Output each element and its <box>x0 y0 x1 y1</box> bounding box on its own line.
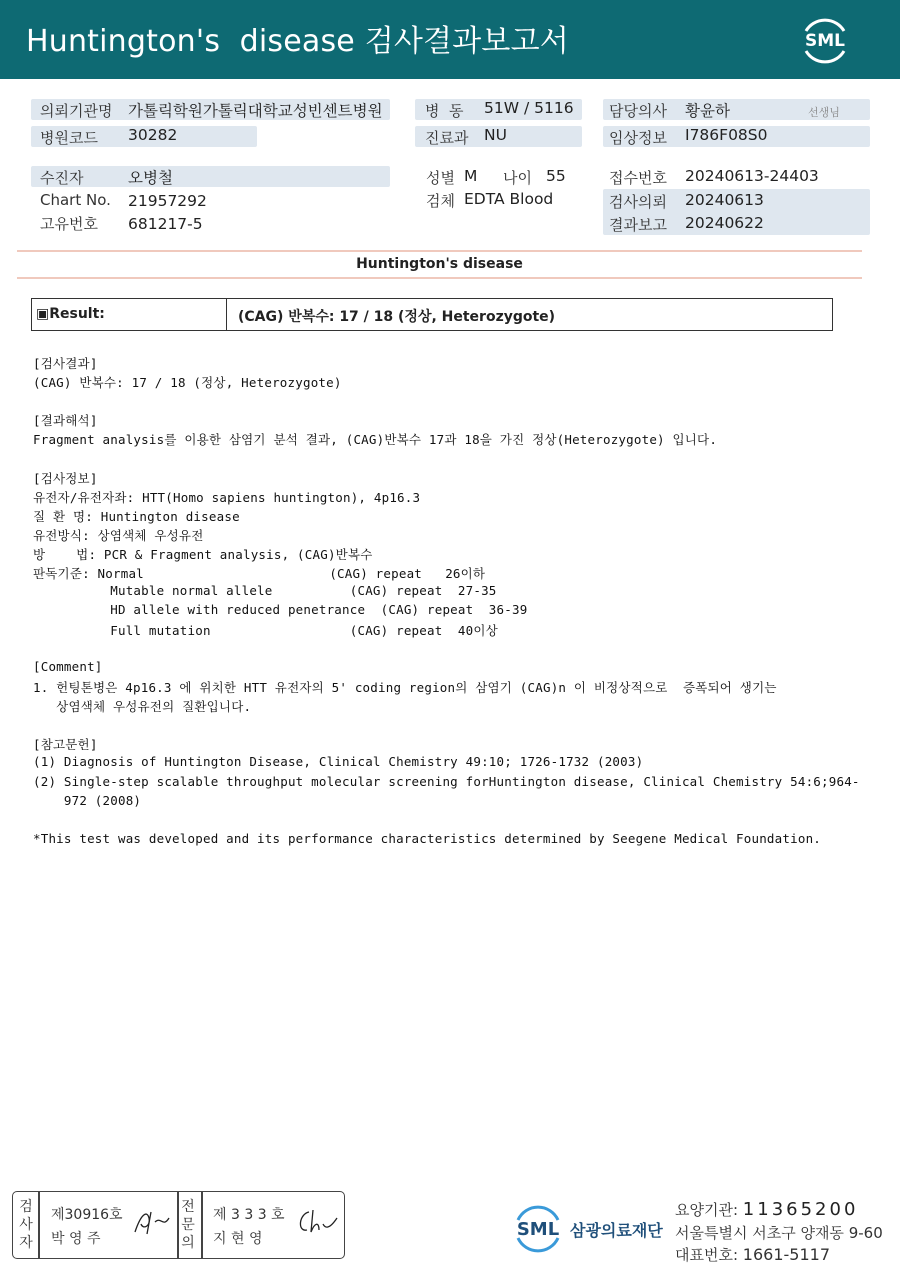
body-line: 유전자/유전자좌: HTT(Homo sapiens huntington), 4p16.3 <box>33 490 421 505</box>
examiner-role: 검 사 자 <box>19 1199 33 1251</box>
body-line: Full mutation (CAG) repeat 40이상 <box>33 623 498 638</box>
body-line: [참고문헌] <box>33 737 98 752</box>
specimen-value: EDTA Blood <box>464 190 554 208</box>
body-line: 판독기준: Normal (CAG) repeat 26이하 <box>33 566 486 581</box>
sml-logo-icon <box>798 13 852 67</box>
section-title: Huntington's disease <box>356 256 523 272</box>
result-table <box>31 298 833 331</box>
clinical-label: 임상정보 <box>609 129 667 147</box>
phone-number: 1661-5117 <box>742 1245 831 1264</box>
signature-separator <box>201 1192 203 1258</box>
patient-box <box>31 166 390 187</box>
examiner-signature-icon <box>133 1206 173 1236</box>
patient-value: 오병철 <box>128 169 173 187</box>
body-line: *This test was developed and its performance characteristics determined by Seegene Medical Foundation. <box>33 831 822 846</box>
signature-separator <box>38 1192 40 1258</box>
institution-label: 의뢰기관명 <box>40 102 113 120</box>
specialist-signature-icon <box>295 1206 339 1236</box>
body-line: 질 환 명: Huntington disease <box>33 509 240 524</box>
section-divider-bottom <box>17 277 862 279</box>
body-line: HD allele with reduced penetrance (CAG) repeat 36-39 <box>33 602 528 617</box>
body-line: (CAG) 반복수: 17 / 18 (정상, Heterozygote) <box>33 375 342 390</box>
specialist-name: 지 현 영 <box>213 1231 263 1247</box>
result-value: (CAG) 반복수: 17 / 18 (정상, Heterozygote) <box>238 309 556 325</box>
body-line: Fragment analysis를 이용한 삼염기 분석 결과, (CAG)반복수 17과 18을 가진 정상(Heterozygote) 입니다. <box>33 432 718 447</box>
org-name: 삼광의료재단 <box>570 1221 663 1240</box>
body-line: [Comment] <box>33 659 103 674</box>
age-value: 55 <box>546 167 566 185</box>
sex-value: M <box>464 167 478 185</box>
result-label: ▣Result: <box>36 306 105 322</box>
age-label: 나이 <box>503 169 532 187</box>
dept-label: 진료과 <box>425 129 469 147</box>
doctor-label: 담당의사 <box>609 102 667 120</box>
dept-value: NU <box>484 126 507 144</box>
report-value: 20240622 <box>685 214 764 232</box>
org-address: 서울특별시 서초구 양재동 9-60 <box>675 1224 883 1242</box>
signature-separator <box>177 1192 179 1258</box>
request-value: 20240613 <box>685 191 764 209</box>
specialist-role: 전 문 의 <box>181 1199 195 1251</box>
reception-value: 20240613-24403 <box>685 167 819 185</box>
sml-logo-text: SML <box>805 31 845 51</box>
sml-footer-logo-icon <box>510 1200 566 1256</box>
clinical-value: I786F08S0 <box>685 126 768 144</box>
phone-line <box>675 1244 830 1265</box>
hospital-code-value: 30282 <box>128 126 178 144</box>
institution-code-label: 요양기관: <box>675 1201 743 1219</box>
body-line: [검사결과] <box>33 356 98 371</box>
examiner-name: 박 영 주 <box>51 1231 101 1247</box>
doctor-value: 황윤하 <box>685 102 730 120</box>
patient-label: 수진자 <box>40 169 84 187</box>
section-divider-top <box>17 250 862 252</box>
body-line: 1. 헌팅톤병은 4p16.3 에 위치한 HTT 유전자의 5' coding region의 삼염기 (CAG)n 이 비정상적으로 증폭되어 생기는 <box>33 680 777 695</box>
body-line: (2) Single-step scalable throughput molecular screening forHuntington disease, Clinical Chemistry 54:6;964- <box>33 774 860 789</box>
report-label: 결과보고 <box>609 216 667 234</box>
ward-label: 병 동 <box>425 102 464 120</box>
reception-label: 접수번호 <box>609 169 667 187</box>
chart-value: 21957292 <box>128 192 207 210</box>
institution-code: 11365200 <box>742 1199 859 1220</box>
body-line: (1) Diagnosis of Huntington Disease, Clinical Chemistry 49:10; 1726-1732 (2003) <box>33 754 644 769</box>
unique-value: 681217-5 <box>128 215 203 233</box>
body-line: 유전방식: 상염색체 우성유전 <box>33 528 204 543</box>
body-line: Mutable normal allele (CAG) repeat 27-35 <box>33 583 497 598</box>
footer-logo-text: SML <box>516 1219 560 1240</box>
body-line: 상염색체 우성유전의 질환입니다. <box>33 699 252 714</box>
specimen-label: 검체 <box>426 192 455 210</box>
doctor-suffix: 선생님 <box>808 106 840 119</box>
examiner-license: 제30916호 <box>51 1207 123 1223</box>
report-header <box>0 0 900 79</box>
body-line: [검사정보] <box>33 471 98 486</box>
body-line: 972 (2008) <box>33 793 142 808</box>
institution-value: 가톨릭학원가톨릭대학교성빈센트병원 <box>128 102 383 120</box>
request-label: 검사의뢰 <box>609 193 667 211</box>
report-title: Huntington's disease 검사결과보고서 <box>26 24 569 59</box>
chart-label: Chart No. <box>40 191 111 209</box>
signature-box <box>12 1191 345 1259</box>
ward-value: 51W / 5116 <box>484 99 574 117</box>
institution-code-line <box>675 1199 858 1220</box>
phone-label: 대표번호: <box>675 1246 743 1264</box>
sex-label: 성별 <box>426 169 455 187</box>
body-line: [결과해석] <box>33 413 98 428</box>
body-line: 방 법: PCR & Fragment analysis, (CAG)반복수 <box>33 547 373 562</box>
hospital-code-label: 병원코드 <box>40 129 98 147</box>
specialist-license: 제 3 3 3 호 <box>213 1207 285 1223</box>
unique-label: 고유번호 <box>40 215 98 233</box>
